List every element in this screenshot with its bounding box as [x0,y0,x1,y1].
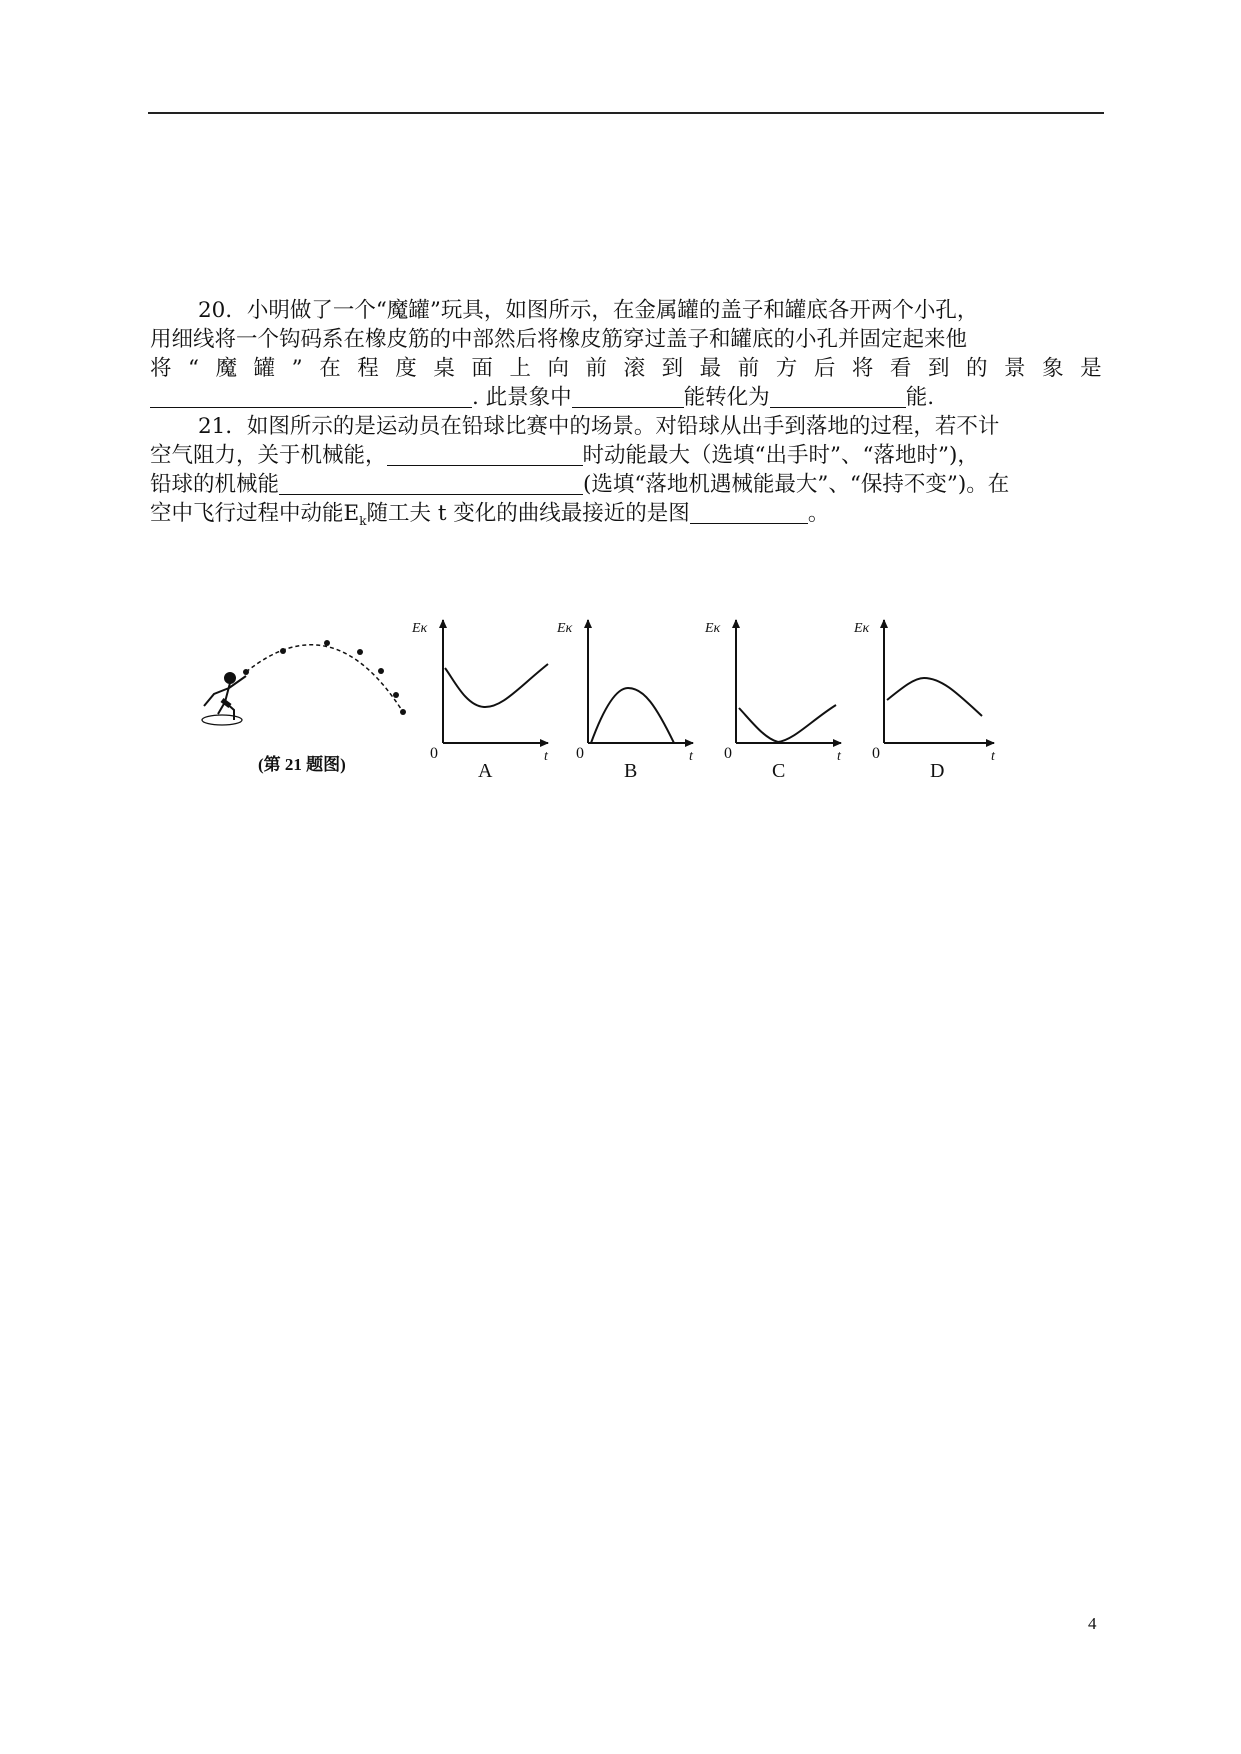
q20-line3-char: 上 [509,356,531,381]
q20-line4 [150,383,1102,412]
answer-blank[interactable] [387,443,583,466]
graph-a [443,620,548,743]
graph-d [884,620,994,743]
q20-line3-char: 最 [699,356,722,381]
q20-line3-char: 面 [471,356,493,381]
q20-text: 能. [905,385,935,410]
q20-line3-char: 滚 [623,356,646,381]
q20-line3-char: 看 [889,356,912,381]
axis-x-label: t [544,749,548,764]
q20-line3-char: 程 [357,356,379,381]
q20-line1: 20．小明做了一个“魔罐”玩具，如图所示，在金属罐的盖子和罐底各开两个小孔， [198,298,979,323]
q20-line3-char: 罐 [253,356,276,381]
q20-line3-char: 到 [927,356,950,381]
q20-line3-char: 向 [547,356,569,381]
q20-line3-char: 桌 [433,356,455,381]
axis-y-label: Eκ [705,621,721,636]
axis-x-label: t [837,749,841,764]
trajectory-curve [246,645,403,712]
q20-line3 [150,354,1102,383]
graph-c [736,620,841,743]
q20-line2: 用细线将一个钩码系在橡皮筋的中部然后将橡皮筋穿过盖子和罐底的小孔并固定起来他 [150,327,968,352]
q21-line1: 21．如图所示的是运动员在铅球比赛中的场景。对铅球从出手到落地的过程，若不计 [198,414,1000,439]
question-text [150,296,1102,536]
origin-label: 0 [576,745,584,762]
q20-line3-char: 将 [150,356,172,381]
q21-text: 随工夫 t 变化的曲线最接近的是图 [366,501,690,526]
answer-blank[interactable] [279,472,583,495]
q20-line3-char: 后 [813,356,836,381]
axis-y-label: Eκ [854,621,870,636]
q21-line4 [150,499,1102,536]
axis-x-label: t [689,749,693,764]
q20-line3-char: 是 [1080,356,1102,381]
athlete-illustration [202,673,246,725]
option-label-c: C [772,760,786,782]
origin-label: 0 [872,745,880,762]
figure-21 [188,610,1018,800]
q21-text: (选填“落地机遇械能最大”、“保持不变”)。在 [583,472,1010,497]
q21-text: 空中飞行过程中动能 [150,501,344,526]
option-label-b: B [624,760,638,782]
q20-line3-char: 前 [585,356,608,381]
ek-symbol: E [343,501,360,526]
answer-blank[interactable] [770,385,906,408]
q20-line3-char: 将 [851,356,874,381]
answer-blank[interactable] [572,385,684,408]
q21-line2 [150,441,1102,470]
q20-line3-char: 景 [1004,356,1026,381]
q21-line3 [150,470,1102,499]
answer-blank[interactable] [150,385,472,408]
option-label-a: A [478,760,493,782]
graph-b [588,620,693,743]
q20-line3-char: 在 [319,356,341,381]
q20-text: 能转化为 [683,385,770,410]
trajectory-dots [243,640,406,715]
ek-subscript: k [359,514,367,528]
page-number: 4 [1088,1614,1097,1633]
q20-line3-char: 魔 [215,356,238,381]
q20-line3-char: 的 [966,356,988,381]
axis-y-label: Eκ [412,621,428,636]
q21-text: 铅球的机械能 [150,472,280,497]
axis-x-label: t [991,749,995,764]
q20-line3-char: 方 [775,356,798,381]
origin-label: 0 [724,745,732,762]
header-rule [148,112,1104,114]
q20-line3-char: 前 [737,356,760,381]
q20-line3-char: 度 [395,356,417,381]
q21-text: 。 [807,501,830,526]
q21-text: 空气阻力，关于机械能， [150,443,387,468]
answer-blank[interactable] [690,501,808,524]
q20-line3-char: ” [291,356,303,381]
q20-text: . 此景象中 [472,385,572,410]
q20-line3-char: 象 [1042,356,1064,381]
q21-text: 时动能最大（选填“出手时”、“落地时”)， [582,443,979,468]
axis-y-label: Eκ [557,621,573,636]
option-label-d: D [930,760,945,782]
origin-label: 0 [430,745,438,762]
q20-line3-char: 到 [661,356,684,381]
q20-line3-char: “ [188,356,200,381]
figure-caption: (第 21 题图) [258,755,346,774]
